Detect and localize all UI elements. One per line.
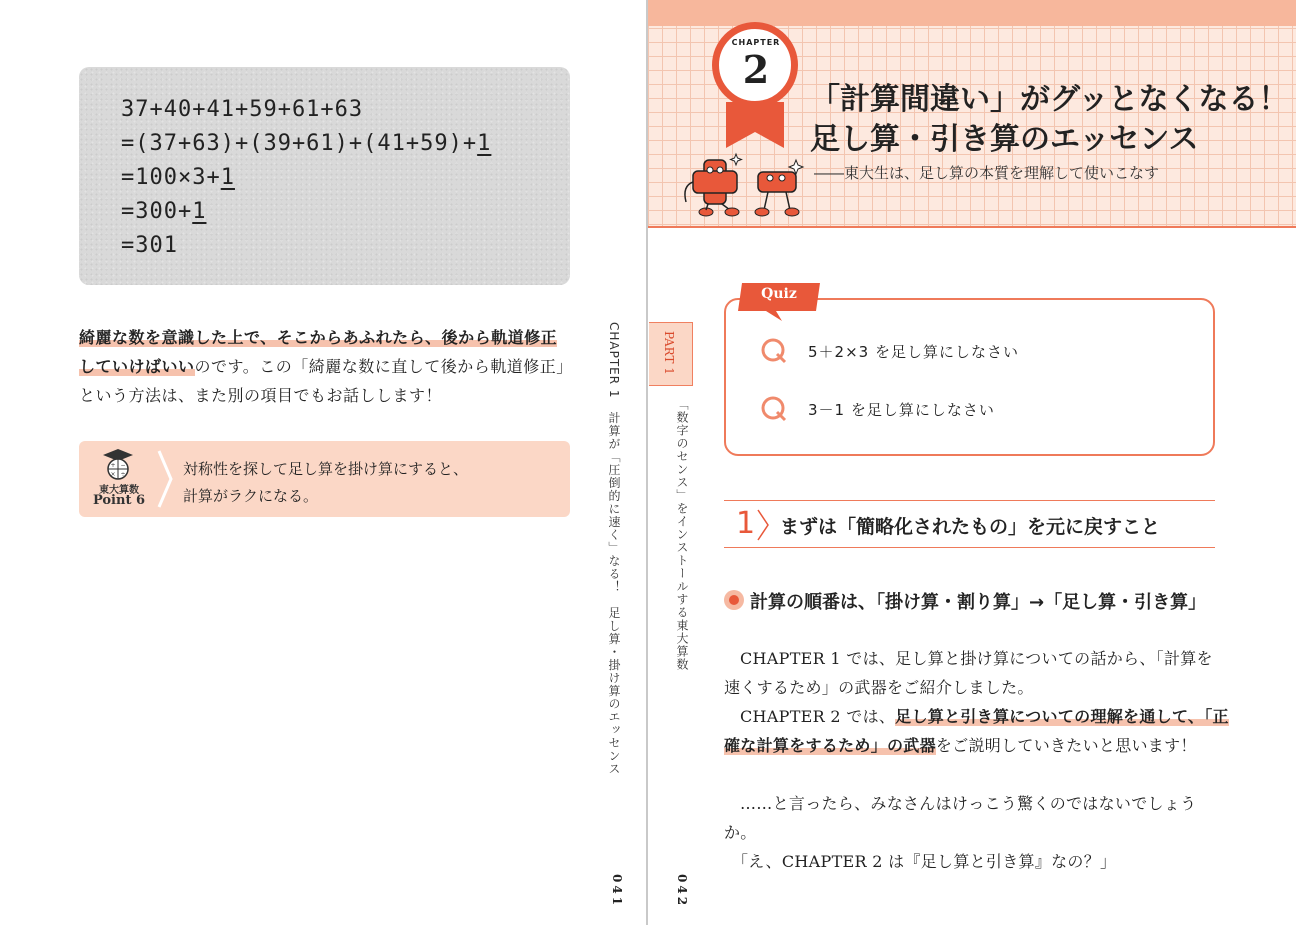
left-folio: 041 <box>610 874 624 909</box>
mortarboard-calculator-icon <box>101 447 135 481</box>
quiz-box <box>724 298 1215 456</box>
question-q-icon <box>760 395 788 423</box>
quiz-question-1: 5＋2×3 を足し算にしなさい <box>808 343 1019 361</box>
svg-text:−: − <box>120 462 126 469</box>
body-p4-line-1: 「え、CHAPTER 2 は『足し算と引き算』なの？」 <box>732 852 1117 871</box>
section-top-rule <box>724 500 1215 501</box>
paragraph-line-2-rest: のです。この「綺麗な数に直して後から軌道修正」 <box>194 357 573 376</box>
section-title: まずは「簡略化されたもの」を元に戻すこと <box>780 516 1161 538</box>
point-label-top: 東大算数 <box>99 485 139 496</box>
formula-line-2 <box>121 131 491 156</box>
paragraph-line-1-highlight: 綺麗な数を意識した上で、そこからあふれたら、後から軌道修正 <box>79 328 558 347</box>
body-p2-line-2-highlight: 確な計算をするため」の武器 <box>724 736 936 755</box>
body-p2-line-1-highlight: 足し算と引き算についての理解を通して、「正 <box>895 707 1229 726</box>
formula-line-3 <box>121 165 235 190</box>
paragraph-line-3: という方法は、また別の項目でもお話しします！ <box>79 386 443 405</box>
point-text-line-1: 対称性を探して足し算を掛け算にすると、 <box>183 460 469 478</box>
body-p1-line-1: CHAPTER 1 では、足し算と掛け算についての話から、「計算を <box>740 649 1213 668</box>
svg-text:÷: ÷ <box>120 471 126 478</box>
section-bottom-rule <box>724 547 1215 548</box>
body-p3-line-1: ……と言ったら、みなさんはけっこう驚くのではないでしょう <box>740 794 1197 813</box>
right-folio: 042 <box>675 874 689 909</box>
formula-line-1: 37+40+41+59+61+63 <box>121 97 364 122</box>
body-p1-line-2: 速くするため」の武器をご紹介しました。 <box>724 678 1034 697</box>
paragraph-line-2-highlight: していけばいい <box>79 357 195 376</box>
body-p2-line-2-rest: をご説明していきたいと思います！ <box>935 736 1197 755</box>
chapter-badge <box>712 22 798 108</box>
chapter-subtitle: ――東大生は、足し算の本質を理解して使いこなす <box>814 164 1160 182</box>
question-q-icon <box>760 337 788 365</box>
part-tab <box>649 322 693 386</box>
right-running-head: 「数字のセンス」をインストールする東大算数 <box>675 398 689 671</box>
part-tab-label: PART 1 <box>662 331 676 375</box>
formula-line-4 <box>121 199 206 224</box>
paragraph-line-2 <box>79 354 573 377</box>
svg-text:×: × <box>110 471 116 478</box>
formula-line-2-underlined: 1 <box>477 131 492 156</box>
svg-text:+: + <box>110 462 116 469</box>
formula-line-4-main: =300+ <box>121 199 193 224</box>
chapter-badge-number: 2 <box>742 47 770 92</box>
body-p3-line-2: か。 <box>724 823 757 842</box>
formula-line-4-underlined: 1 <box>192 199 207 224</box>
chapter-badge-inner <box>718 28 792 102</box>
ribbon-icon <box>726 102 784 148</box>
subsection-title: 計算の順番は、「掛け算・割り算」→「足し算・引き算」 <box>750 592 1207 613</box>
chapter-title-line-2: 足し算・引き算のエッセンス <box>810 122 1199 157</box>
plus-minus-mascot-icon <box>676 146 806 218</box>
subsection-bullet-inner <box>729 595 739 605</box>
quiz-question-2: 3－1 を足し算にしなさい <box>808 401 995 419</box>
left-running-head: CHAPTER 1 計算が「圧倒的に速く」なる！ 足し算・掛け算のエッセンス <box>607 322 621 776</box>
chevron-right-icon <box>157 449 173 509</box>
point-label-number: Point 6 <box>92 493 146 508</box>
body-p2-line-2 <box>724 733 1197 756</box>
paragraph-line-1 <box>79 325 557 348</box>
formula-line-3-underlined: 1 <box>220 165 235 190</box>
section-number: 1 <box>736 506 756 541</box>
chapter-badge-label: CHAPTER <box>731 38 781 47</box>
body-p2-line-1-a: CHAPTER 2 では、 <box>740 707 896 726</box>
point-box <box>79 441 570 517</box>
formula-line-5: =301 <box>121 233 178 258</box>
chevron-right-icon <box>756 508 770 542</box>
point-text-line-2: 計算がラクになる。 <box>183 487 319 505</box>
subsection-bullet-icon <box>724 590 744 610</box>
header-divider <box>648 226 1296 228</box>
body-p2-line-1 <box>740 704 1229 727</box>
formula-line-2-main: =(37+63)+(39+61)+(41+59)+ <box>121 131 478 156</box>
quiz-tag-label: Quiz <box>761 286 797 302</box>
formula-line-3-main: =100×3+ <box>121 165 221 190</box>
chapter-title-line-1: 「計算間違い」がグッとなくなる！ <box>810 82 1289 117</box>
formula-box <box>79 67 570 285</box>
